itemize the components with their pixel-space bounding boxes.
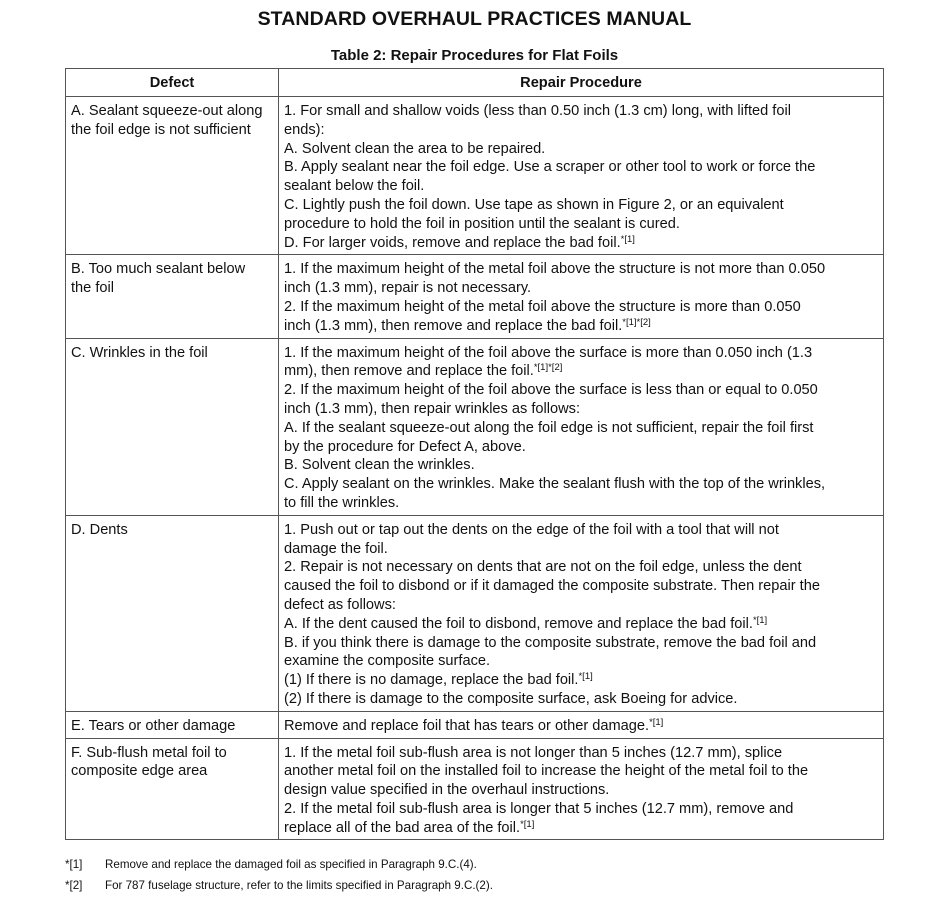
footnote-mark: *[2] [65,879,83,892]
procedure-line [284,577,877,596]
procedure-text: B. Apply sealant near the foil edge. Use a scraper or other tool to work or force the [284,159,816,176]
procedure-line [284,652,877,671]
procedure-line [284,494,877,513]
procedure-text: 1. If the maximum height of the foil above the surface is more than 0.050 inch (1.3 [284,344,813,361]
procedure-line [284,540,877,559]
procedure-line [284,177,877,196]
footnote-mark: *[1] [65,858,83,871]
defect-text-line: D. Dents [71,521,128,538]
procedure-line [284,196,877,215]
procedure-line [284,279,877,298]
document-title: STANDARD OVERHAUL PRACTICES MANUAL [257,8,692,30]
procedure-text: (2) If there is damage to the composite surface, ask Boeing for advice. [284,690,738,707]
procedure-cell [279,338,884,515]
procedure-line [284,690,877,709]
procedure-text: 2. If the maximum height of the foil above the surface is less than or equal to 0.050 [284,382,818,399]
footnote-reference: *[1] [520,818,535,830]
procedure-text: B. Solvent clean the wrinkles. [284,457,475,474]
row-defect-f [66,738,884,840]
defect-text-line: the foil edge is not sufficient [71,121,251,138]
procedure-text: another metal foil on the installed foil to increase the height of the metal foil to the [284,763,809,780]
footnote-1 [65,858,477,871]
procedure-line [284,419,877,438]
table-caption: Table 2: Repair Procedures for Flat Foils [330,47,619,64]
procedure-line [284,438,877,457]
footnote-reference: *[1] [649,716,664,728]
procedure-text: procedure to hold the foil in position until the sealant is cured. [284,215,680,232]
defect-text-line: E. Tears or other damage [71,717,236,734]
defect-cell [66,255,279,338]
procedure-text: inch (1.3 mm), repair is not necessary. [284,280,532,297]
procedure-cell [279,711,884,738]
procedure-line [284,521,877,540]
defect-text-line: F. Sub-flush metal foil to [71,744,227,761]
procedure-text: inch (1.3 mm), then remove and replace the bad foil. [284,317,623,334]
procedure-line [284,800,877,819]
procedure-text: design value specified in the overhaul instructions. [284,782,610,799]
table-body [66,97,884,840]
procedure-text: C. Lightly push the foil down. Use tape as shown in Figure 2, or an equivalent [284,196,784,213]
procedure-text: Remove and replace foil that has tears or other damage. [284,717,650,734]
footnote-reference: *[1] [578,670,593,682]
procedure-line [284,362,877,381]
procedure-line [284,744,877,763]
procedure-text: A. If the sealant squeeze-out along the foil edge is not sufficient, repair the foil first [284,419,814,436]
procedure-text: 2. If the maximum height of the metal foil above the structure is more than 0.050 [284,298,801,315]
procedure-text: 1. For small and shallow voids (less than 0.50 inch (1.3 cm) long, with lifted foil [284,103,791,119]
procedure-cell [279,97,884,255]
row-defect-b [66,255,884,338]
procedure-text: 1. If the metal foil sub-flush area is not longer than 5 inches (12.7 mm), splice [284,744,783,761]
procedure-line [284,400,877,419]
procedure-text: examine the composite surface. [284,653,491,670]
procedure-column-header: Repair Procedure [279,69,884,97]
procedure-text: to fill the wrinkles. [284,494,400,511]
defect-text-line: composite edge area [71,763,208,780]
procedure-text: replace all of the bad area of the foil. [284,819,521,836]
procedure-cell [279,515,884,711]
defect-cell [66,515,279,711]
procedure-cell [279,255,884,338]
procedure-line [284,671,877,690]
procedure-line [284,634,877,653]
row-defect-c [66,338,884,515]
row-defect-e [66,711,884,738]
procedure-text: A. If the dent caused the foil to disbond, remove and replace the bad foil. [284,615,753,632]
procedure-line [284,456,877,475]
procedure-text: 1. If the maximum height of the metal foil above the structure is not more than 0.050 [284,261,826,278]
procedure-line [284,596,877,615]
footnote-reference: *[1]*[2] [622,316,651,328]
footnote-reference: *[1]*[2] [533,362,563,374]
defect-text-line: A. Sealant squeeze-out along [71,103,263,119]
procedure-text: B. if you think there is damage to the composite substrate, remove the bad foil and [284,634,817,651]
procedure-line [284,615,877,634]
procedure-text: C. Apply sealant on the wrinkles. Make the sealant flush with the top of the wrinkles, [284,476,826,493]
procedure-text: inch (1.3 mm), then repair wrinkles as follows: [284,400,581,417]
procedure-text: damage the foil. [284,540,388,557]
procedure-text: sealant below the foil. [284,178,425,195]
procedure-text: mm), then remove and replace the foil. [284,363,534,380]
procedure-line [284,381,877,400]
procedure-text: defect as follows: [284,596,396,613]
procedure-line [284,102,877,121]
procedure-text: 1. Push out or tap out the dents on the edge of the foil with a tool that will not [284,521,779,538]
procedure-line [284,260,877,279]
table-header-row [66,69,884,97]
procedure-text: 2. If the metal foil sub-flush area is longer that 5 inches (12.7 mm), remove and [284,800,794,817]
procedure-line [284,762,877,781]
defect-cell [66,338,279,515]
procedure-text: 2. Repair is not necessary on dents that are not on the foil edge, unless the dent [284,559,802,576]
procedure-line [284,344,877,363]
defect-cell [66,738,279,840]
procedure-line [284,317,877,336]
procedure-text: A. Solvent clean the area to be repaired. [284,140,546,157]
procedure-text: ends): [284,121,325,138]
procedure-text: (1) If there is no damage, replace the bad foil. [284,672,579,689]
footnote-reference: *[1] [752,614,768,626]
procedure-line [284,475,877,494]
procedure-line [284,298,877,317]
procedure-text: D. For larger voids, remove and replace the bad foil. [284,234,621,251]
defect-cell [66,711,279,738]
procedure-line [284,234,877,253]
procedure-line [284,558,877,577]
defect-text-line: C. Wrinkles in the foil [71,344,208,361]
footnote-text: For 787 fuselage structure, refer to the limits specified in Paragraph 9.C.(2). [105,879,493,892]
defect-text-line: the foil [71,280,114,297]
procedure-text: by the procedure for Defect A, above. [284,438,526,455]
defect-cell [66,97,279,255]
repair-procedures-table [65,68,884,840]
procedure-line [284,819,877,838]
procedure-line [284,781,877,800]
footnote-text: Remove and replace the damaged foil as specified in Paragraph 9.C.(4). [105,858,477,871]
procedure-line [284,717,877,736]
procedure-line [284,158,877,177]
procedure-line [284,215,877,234]
defect-text-line: B. Too much sealant below [71,261,246,278]
procedure-line [284,121,877,140]
footnote-2 [65,879,493,892]
procedure-line [284,140,877,159]
defect-column-header: Defect [66,69,279,97]
row-defect-a [66,97,884,255]
procedure-text: caused the foil to disbond or if it damaged the composite substrate. Then repair the [284,578,820,595]
procedure-cell [279,738,884,840]
row-defect-d [66,515,884,711]
footnote-reference: *[1] [620,233,635,245]
